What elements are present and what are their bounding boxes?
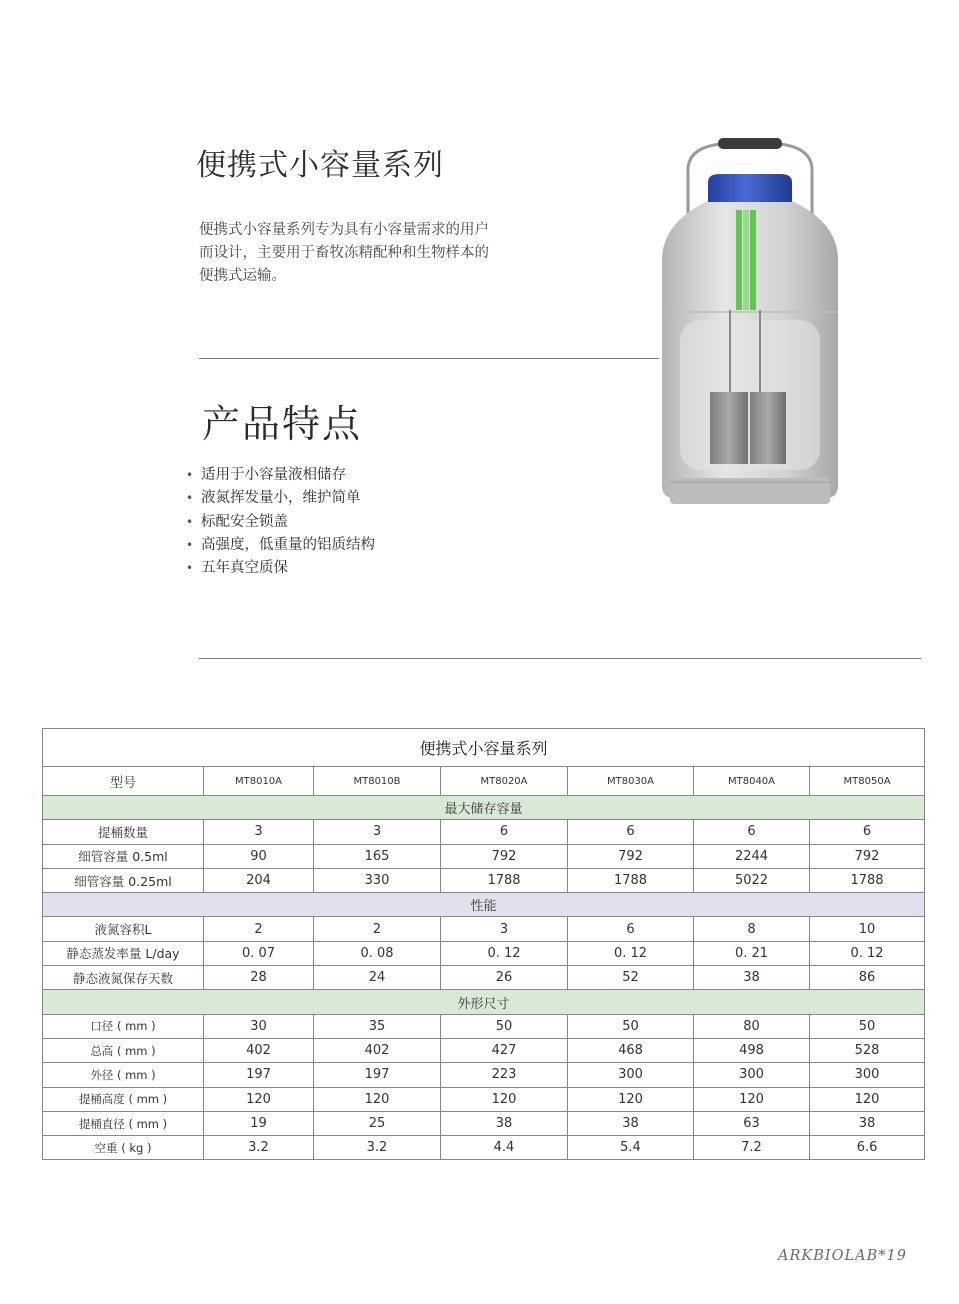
value-cell: 63 (694, 1111, 810, 1135)
value-cell: 120 (204, 1087, 314, 1111)
table-header-row (43, 767, 925, 796)
value-cell: 26 (441, 966, 568, 990)
value-cell: 80 (694, 1014, 810, 1038)
value-cell: 498 (694, 1038, 810, 1062)
value-cell: 19 (204, 1111, 314, 1135)
value-cell: 300 (694, 1063, 810, 1087)
model-cell: MT8030A (568, 767, 694, 796)
row-label: 提桶数量 (43, 820, 204, 844)
row-label: 静态蒸发率量 L/day (43, 941, 204, 965)
model-label: 型号 (43, 767, 204, 796)
model-cell: MT8010B (314, 767, 441, 796)
model-cell: MT8050A (810, 767, 925, 796)
table-row (43, 1111, 925, 1135)
value-cell: 86 (810, 966, 925, 990)
value-cell: 120 (568, 1087, 694, 1111)
row-label: 外径 ( mm ) (43, 1063, 204, 1087)
table-caption-row (43, 729, 925, 767)
row-label: 提桶高度 ( mm ) (43, 1087, 204, 1111)
value-cell: 38 (694, 966, 810, 990)
page-number: ARKBIOLAB*19 (778, 1248, 907, 1264)
table-row (43, 1087, 925, 1111)
value-cell: 2 (204, 917, 314, 941)
value-cell: 90 (204, 844, 314, 868)
value-cell: 792 (441, 844, 568, 868)
value-cell: 120 (810, 1087, 925, 1111)
feature-item: • 适用于小容量液相储存 (186, 464, 375, 487)
table-section-row (43, 990, 925, 1014)
bullet-dot-icon: • (186, 537, 194, 552)
value-cell: 165 (314, 844, 441, 868)
value-cell: 3.2 (314, 1136, 441, 1160)
value-cell: 0. 07 (204, 941, 314, 965)
section-title: 外形尺寸 (43, 990, 925, 1014)
value-cell: 35 (314, 1014, 441, 1038)
feature-list (186, 464, 375, 580)
value-cell: 300 (568, 1063, 694, 1087)
features-title: 产品特点 (202, 402, 363, 446)
value-cell: 223 (441, 1063, 568, 1087)
value-cell: 427 (441, 1038, 568, 1062)
section-title: 最大储存容量 (43, 796, 925, 820)
value-cell: 24 (314, 966, 441, 990)
value-cell: 120 (694, 1087, 810, 1111)
value-cell: 402 (204, 1038, 314, 1062)
value-cell: 50 (441, 1014, 568, 1038)
table-section-row (43, 893, 925, 917)
table-row (43, 820, 925, 844)
table-row (43, 1063, 925, 1087)
series-title: 便携式小容量系列 (196, 148, 444, 183)
value-cell: 25 (314, 1111, 441, 1135)
divider-bottom (199, 658, 921, 659)
value-cell: 197 (314, 1063, 441, 1087)
value-cell: 0. 12 (810, 941, 925, 965)
value-cell: 7.2 (694, 1136, 810, 1160)
intro-text: 便携式小容量系列专为具有小容量需求的用户而设计，主要用于畜牧冻精配种和生物样本的便携式运输。 (199, 222, 489, 284)
value-cell: 0. 12 (568, 941, 694, 965)
value-cell: 30 (204, 1014, 314, 1038)
value-cell: 0. 08 (314, 941, 441, 965)
value-cell: 3 (204, 820, 314, 844)
value-cell: 8 (694, 917, 810, 941)
feature-item: • 高强度，低重量的铝质结构 (186, 534, 375, 557)
value-cell: 468 (568, 1038, 694, 1062)
divider-top (199, 358, 659, 359)
bullet-dot-icon: • (186, 514, 194, 529)
value-cell: 6 (810, 820, 925, 844)
value-cell: 6 (568, 917, 694, 941)
row-label: 液氮容积L (43, 917, 204, 941)
row-label: 总高 ( mm ) (43, 1038, 204, 1062)
value-cell: 52 (568, 966, 694, 990)
value-cell: 197 (204, 1063, 314, 1087)
value-cell: 402 (314, 1038, 441, 1062)
feature-item: • 标配安全锁盖 (186, 511, 375, 534)
liquid-nitrogen-container-image (650, 130, 850, 515)
value-cell: 2 (314, 917, 441, 941)
row-label: 静态液氮保存天数 (43, 966, 204, 990)
value-cell: 6 (441, 820, 568, 844)
row-label: 细管容量 0.5ml (43, 844, 204, 868)
value-cell: 5.4 (568, 1136, 694, 1160)
value-cell: 792 (810, 844, 925, 868)
value-cell: 6 (694, 820, 810, 844)
feature-item: • 五年真空质保 (186, 557, 375, 580)
value-cell: 3 (441, 917, 568, 941)
value-cell: 38 (810, 1111, 925, 1135)
row-label: 提桶直径 ( mm ) (43, 1111, 204, 1135)
row-label: 口径 ( mm ) (43, 1014, 204, 1038)
value-cell: 0. 21 (694, 941, 810, 965)
value-cell: 792 (568, 844, 694, 868)
table-row (43, 966, 925, 990)
value-cell: 1788 (568, 868, 694, 892)
value-cell: 2244 (694, 844, 810, 868)
value-cell: 50 (568, 1014, 694, 1038)
value-cell: 4.4 (441, 1136, 568, 1160)
value-cell: 38 (441, 1111, 568, 1135)
bullet-dot-icon: • (186, 468, 194, 482)
table-row (43, 1136, 925, 1160)
table-row (43, 844, 925, 868)
row-label: 细管容量 0.25ml (43, 868, 204, 892)
table-row (43, 868, 925, 892)
bullet-dot-icon: • (186, 491, 194, 506)
value-cell: 0. 12 (441, 941, 568, 965)
value-cell: 50 (810, 1014, 925, 1038)
table-section-row (43, 796, 925, 820)
row-label: 空重 ( kg ) (43, 1136, 204, 1160)
value-cell: 38 (568, 1111, 694, 1135)
table-row (43, 917, 925, 941)
value-cell: 28 (204, 966, 314, 990)
table-row (43, 941, 925, 965)
value-cell: 6 (568, 820, 694, 844)
value-cell: 120 (314, 1087, 441, 1111)
value-cell: 204 (204, 868, 314, 892)
value-cell: 120 (441, 1087, 568, 1111)
value-cell: 1788 (810, 868, 925, 892)
value-cell: 3.2 (204, 1136, 314, 1160)
value-cell: 300 (810, 1063, 925, 1087)
value-cell: 5022 (694, 868, 810, 892)
value-cell: 528 (810, 1038, 925, 1062)
spec-table (42, 728, 925, 1160)
spec-table-body (43, 729, 925, 1160)
value-cell: 1788 (441, 868, 568, 892)
value-cell: 3 (314, 820, 441, 844)
value-cell: 10 (810, 917, 925, 941)
model-cell: MT8040A (694, 767, 810, 796)
section-title: 性能 (43, 893, 925, 917)
model-cell: MT8020A (441, 767, 568, 796)
model-cell: MT8010A (204, 767, 314, 796)
table-row (43, 1014, 925, 1038)
table-row (43, 1038, 925, 1062)
feature-item: • 液氮挥发量小，维护简单 (186, 487, 375, 510)
value-cell: 330 (314, 868, 441, 892)
value-cell: 6.6 (810, 1136, 925, 1160)
table-caption: 便携式小容量系列 (43, 729, 925, 767)
bullet-dot-icon: • (186, 561, 194, 576)
